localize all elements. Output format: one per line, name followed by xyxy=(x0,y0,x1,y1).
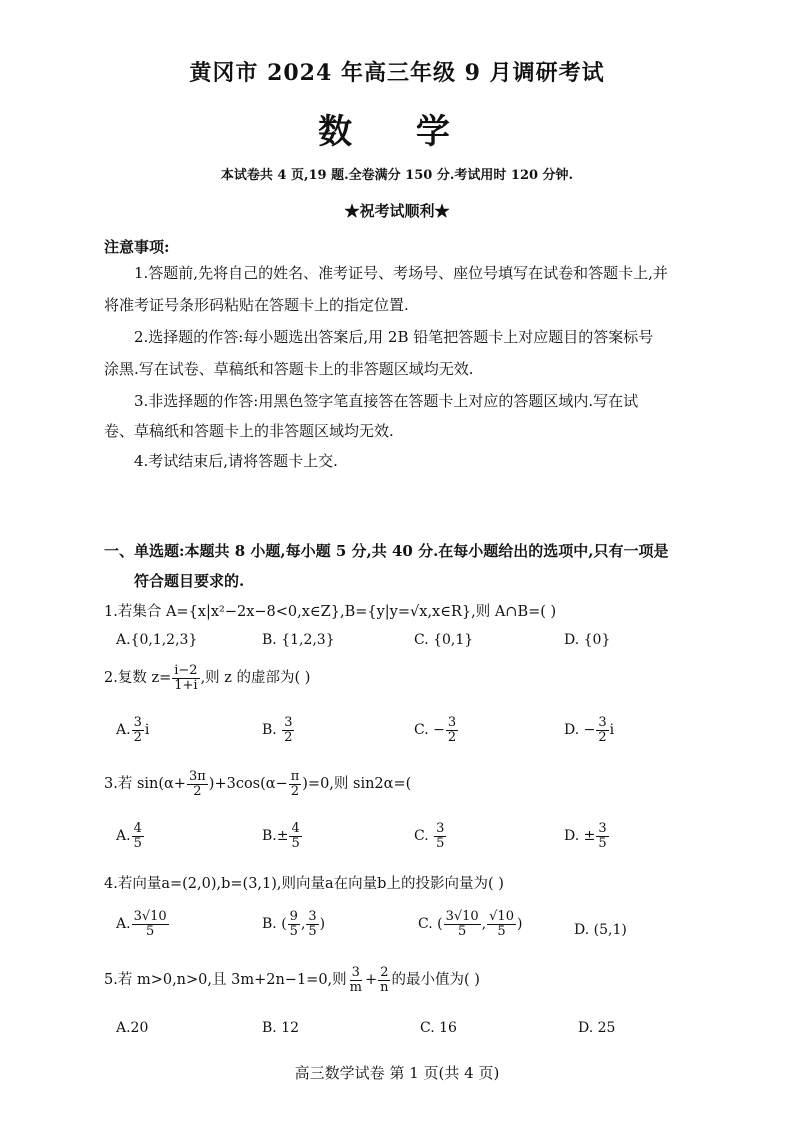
q2-numerator: i−2 xyxy=(174,663,198,678)
notice-line: 2.选择题的作答:每小题选出答案后,用 2B 铅笔把答题卡上对应题目的答案标号 xyxy=(134,328,654,346)
q4-option-b xyxy=(262,910,325,938)
exam-title: 黄冈市 2024 年高三年级 9 月调研考试 xyxy=(189,60,605,86)
q1-option-c: C. {0,1} xyxy=(414,632,474,648)
fraction-denominator: 5 xyxy=(308,923,317,939)
fraction-numerator: 3 xyxy=(447,715,457,730)
option-fraction xyxy=(434,822,446,850)
fraction-numerator: 3√10 xyxy=(445,909,479,924)
q3-stem-part: )+3cos(α− xyxy=(208,776,288,793)
question-2-stem xyxy=(104,664,310,692)
page-footer: 高三数学试卷 第 1 页(共 4 页) xyxy=(294,1064,500,1082)
q2-stem-pre: 2.复数 z= xyxy=(104,670,172,687)
option-suffix: ) xyxy=(516,916,523,933)
fraction-numerator: √10 xyxy=(489,909,514,924)
option-fraction xyxy=(487,910,516,938)
option-fraction xyxy=(282,716,294,744)
fraction-numerator: 3 xyxy=(133,715,142,730)
fraction-numerator: 3 xyxy=(351,965,360,980)
plus-sign: + xyxy=(364,972,378,989)
q3-option-b xyxy=(262,822,303,850)
good-luck-line: ★祝考试顺利★ xyxy=(344,202,450,220)
notice-line: 涂黑.写在试卷、草稿纸和答题卡上的非答题区域均无效. xyxy=(104,360,474,378)
q5-fraction-1 xyxy=(348,966,364,994)
fraction-denominator: 5 xyxy=(145,923,155,939)
fraction-numerator: 9 xyxy=(289,909,298,924)
q3-stem-part: )=0,则 sin2α=( xyxy=(302,776,412,793)
q4-option-d: D. (5,1) xyxy=(574,922,627,938)
question-5-stem xyxy=(104,966,480,994)
option-label: B. ( xyxy=(262,916,287,933)
fraction-numerator: 3√10 xyxy=(133,909,167,924)
fraction-numerator: 2 xyxy=(380,965,389,980)
fraction-numerator: 4 xyxy=(291,821,300,836)
question-3-stem xyxy=(104,770,411,798)
q3-option-c xyxy=(414,822,447,850)
option-label: C. xyxy=(414,828,434,845)
notice-line: 4.考试结束后,请将答题卡上交. xyxy=(134,452,338,470)
q5-stem-post: 的最小值为( ) xyxy=(391,972,480,989)
q1-option-b: B. {1,2,3} xyxy=(262,632,335,648)
option-fraction xyxy=(446,716,458,744)
option-fraction xyxy=(132,716,144,744)
fraction-denominator: 5 xyxy=(457,923,467,939)
q2-option-c xyxy=(414,716,459,744)
option-label: C. ( xyxy=(418,916,443,933)
q4-option-a xyxy=(116,910,170,938)
q3-option-d xyxy=(564,822,610,850)
notice-line: 3.非选择题的作答:用黑色签字笔直接答在答题卡上对应的答题区域内.写在试 xyxy=(134,392,639,410)
q3-option-a xyxy=(116,822,145,850)
question-1-stem: 1.若集合 A={x|x²−2x−8<0,x∈Z},B={y|y=√x,x∈R},则 A∩B=( ) xyxy=(104,604,557,620)
separator: , xyxy=(481,916,487,933)
option-suffix: i xyxy=(144,722,150,739)
fraction-numerator: 3π xyxy=(188,769,206,784)
fraction-denominator: 2 xyxy=(193,783,202,799)
q5-stem-pre: 5.若 m>0,n>0,且 3m+2n−1=0,则 xyxy=(104,972,347,989)
q2-option-a xyxy=(116,716,149,744)
q3-stem-part: 3.若 sin(α+ xyxy=(104,776,186,793)
q5-option-c: C. 16 xyxy=(420,1020,457,1036)
option-fraction xyxy=(596,822,608,850)
option-label: C. − xyxy=(414,722,445,739)
option-label: B.± xyxy=(262,828,289,845)
fraction-denominator: 5 xyxy=(133,835,142,851)
q2-denominator: 1+i xyxy=(174,677,198,693)
q1-option-d: D. {0} xyxy=(564,632,611,648)
option-suffix: i xyxy=(609,722,615,739)
q2-stem-post: ,则 z 的虚部为( ) xyxy=(200,670,311,687)
q4-option-c xyxy=(418,910,522,938)
q2-option-b xyxy=(262,716,295,744)
fraction-denominator: m xyxy=(349,979,362,995)
option-suffix: ) xyxy=(319,916,326,933)
notice-line: 卷、草稿纸和答题卡上的非答题区域均无效. xyxy=(104,422,394,440)
option-fraction xyxy=(596,716,608,744)
subject-title: 数 学 xyxy=(318,112,476,152)
q3-fraction-1 xyxy=(187,770,208,798)
option-fraction xyxy=(288,910,300,938)
fraction-denominator: 2 xyxy=(598,729,607,745)
section-heading-cont: 符合题目要求的. xyxy=(134,572,245,590)
section-heading: 一、单选题:本题共 8 小题,每小题 5 分,共 40 分.在每小题给出的选项中,只有一项是 xyxy=(104,542,669,560)
option-fraction xyxy=(444,910,481,938)
fraction-denominator: 2 xyxy=(290,783,300,799)
q2-fraction xyxy=(172,664,199,692)
option-label: D. ± xyxy=(564,828,596,845)
fraction-denominator: 2 xyxy=(447,729,457,745)
option-label: A. xyxy=(116,722,131,739)
q5-option-d: D. 25 xyxy=(578,1020,616,1036)
fraction-denominator: 2 xyxy=(133,729,142,745)
fraction-numerator: 4 xyxy=(133,821,142,836)
fraction-numerator: 3 xyxy=(598,715,607,730)
q1-option-a: A.{0,1,2,3} xyxy=(116,632,198,648)
fraction-denominator: 2 xyxy=(284,729,293,745)
option-label: D. − xyxy=(564,722,596,739)
fraction-denominator: 5 xyxy=(289,923,298,939)
option-label: A. xyxy=(116,828,131,845)
question-4-stem: 4.若向量a=(2,0),b=(3,1),则向量a在向量b上的投影向量为( ) xyxy=(104,876,504,892)
exam-info: 本试卷共 4 页,19 题.全卷满分 150 分.考试用时 120 分钟. xyxy=(220,168,574,183)
fraction-numerator: 3 xyxy=(284,715,293,730)
fraction-denominator: n xyxy=(380,979,389,995)
fraction-denominator: 5 xyxy=(291,835,300,851)
option-fraction xyxy=(289,822,301,850)
fraction-denominator: 5 xyxy=(436,835,445,851)
fraction-numerator: 3 xyxy=(308,909,317,924)
fraction-denominator: 5 xyxy=(497,923,506,939)
q3-fraction-2 xyxy=(289,770,302,798)
q5-option-a: A.20 xyxy=(116,1020,149,1036)
separator: , xyxy=(300,916,306,933)
fraction-numerator: π xyxy=(290,769,300,784)
notice-heading: 注意事项: xyxy=(104,238,170,256)
fraction-denominator: 5 xyxy=(598,835,607,851)
fraction-numerator: 3 xyxy=(436,821,445,836)
option-fraction xyxy=(132,910,169,938)
notice-line: 1.答题前,先将自己的姓名、准考证号、考场号、座位号填写在试卷和答题卡上,并 xyxy=(134,264,668,282)
notice-line: 将准考证号条形码粘贴在答题卡上的指定位置. xyxy=(104,296,409,314)
option-label: B. xyxy=(262,722,282,739)
option-label: A. xyxy=(116,916,131,933)
option-fraction xyxy=(132,822,144,850)
fraction-numerator: 3 xyxy=(598,821,607,836)
q2-option-d xyxy=(564,716,614,744)
q5-option-b: B. 12 xyxy=(262,1020,300,1036)
option-fraction xyxy=(306,910,318,938)
q5-fraction-2 xyxy=(378,966,390,994)
